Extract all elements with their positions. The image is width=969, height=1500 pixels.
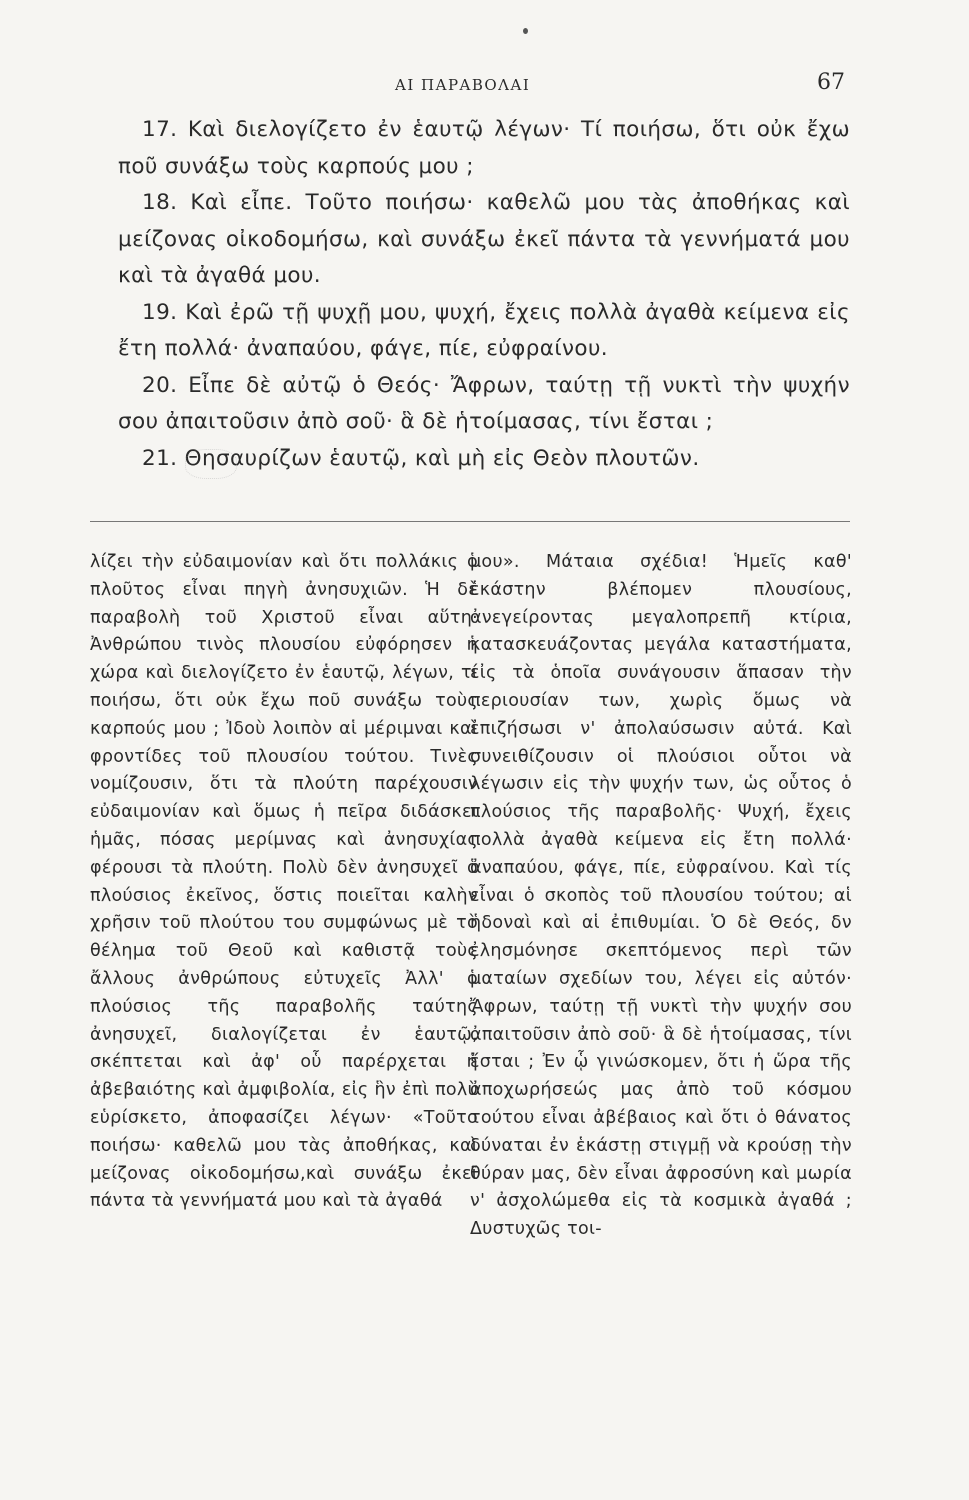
commentary-right-column bbox=[470, 549, 852, 1244]
ink-speck bbox=[523, 28, 528, 34]
commentary-right-text: μου». Μάταια σχέδια! Ἡμεῖς καθ' ἑκάστην βλέπομεν πλουσίους, ἀνεγείροντας μεγαλοπρεπῆ κτίρια, κατασκευάζοντας μεγάλα καταστήματα, εἰς τὰ ὁποῖα συνάγουσιν ἅπασαν τὴν περιουσίαν των, χωρὶς ὅμως νὰ ἐπιζήσωσι ν' ἀπολαύσωσιν αὐτά. Καὶ συνειθίζουσιν οἱ πλούσιοι οὗτοι νὰ λέγωσιν εἰς τὴν ψυχήν των, ὡς οὗτος ὁ πλούσιος τῆς παραβολῆς· Ψυχή, ἔχεις πολλὰ ἀγαθὰ κείμενα εἰς ἔτη πολλά· ἀναπαύου, φάγε, πίε, εὐφραίνου. Καὶ τίς εἶναι ὁ σκοπὸς τοῦ πλουσίου τούτου; αἱ ἡδοναὶ καὶ αἱ ἐπιθυμίαι. Ὁ δὲ Θεός, δν ἐλησμόνησε σκεπτόμενος περὶ τῶν ματαίων σχεδίων του, λέγει εἰς αὐτόν· Ἄφρων, ταύτῃ τῇ νυκτὶ τὴν ψυχήν σου ἀπαιτοῦσιν ἀπὸ σοῦ· ἃ δὲ ἡτοίμασας, τίνι ἔσται ; Ἐν ᾧ γινώσκομεν, ὅτι ἡ ὥρα τῆς ἀποχωρήσεώς μας ἀπὸ τοῦ κόσμου τούτου εἶναι ἀβέβαιος καὶ ὅτι ὁ θάνατος δύναται ἐν ἑκάστῃ στιγμῇ νὰ κρούσῃ τὴν θύραν μας, δὲν εἶναι ἀφροσύνη καὶ μωρία ν' ἀσχολώμεθα εἰς τὰ κοσμικὰ ἀγαθά ; Δυστυχῶς τοι- bbox=[470, 552, 852, 1240]
commentary-left-text: λίζει τὴν εὐδαιμονίαν καὶ ὅτι πολλάκις ὁ πλοῦτος εἶναι πηγὴ ἀνησυχιῶν. Ἡ δὲ παραβολὴ τοῦ Χριστοῦ εἶναι αὕτη· Ἀνθρώπου τινὸς πλουσίου εὐφόρησεν ἡ χώρα καὶ διελογίζετο ἐν ἑαυτῷ, λέγων, τί ποιήσω, ὅτι οὐκ ἔχω ποῦ συνάξω τοὺς καρπούς μου ; Ἰδοὺ λοιπὸν αἱ μέριμναι καὶ φροντίδες τοῦ πλουσίου τούτου. Τινὲς νομίζουσιν, ὅτι τὰ πλούτη παρέχουσιν εὐδαιμονίαν καὶ ὅμως ἡ πεῖρα διδάσκει ἡμᾶς, πόσας μερίμνας καὶ ἀνησυχίας φέρουσι τὰ πλούτη. Πολὺ δὲν ἀνησυχεῖ ὁ πλούσιος ἐκεῖνος, ὅστις ποιεῖται καλὴν χρῆσιν τοῦ πλούτου του συμφώνως μὲ τὸ θέλημα τοῦ Θεοῦ καὶ καθιστᾷ τοὺς ἄλλους ἀνθρώπους εὐτυχεῖς Ἀλλ' ὁ πλούσιος τῆς παραβολῆς ταύτης ἀνησυχεῖ, διαλογίζεται ἐν ἑαυτῷ, σκέπτεται καὶ ἀφ' οὗ παρέρχεται ἡ ἀβεβαιότης καὶ ἀμφιβολία, εἰς ἣν ἐπὶ πολὺ εὑρίσκετο, ἀποφασίζει λέγων· «Τοῦτο ποιήσω· καθελῶ μου τὰς ἀποθήκας, καὶ μείζονας οἰκοδομήσω,καὶ συνάξω ἐκεῖ πάντα τὰ γεννήματά μου καὶ τὰ ἀγαθά bbox=[90, 552, 478, 1212]
verse-21: 21. Θησαυρίζων ἑαυτῷ, καὶ μὴ εἰς Θεὸν πλουτῶν. bbox=[142, 445, 700, 471]
running-title: ΑΙ ΠΑΡΑΒΟΛΑΙ bbox=[395, 76, 531, 94]
scripture-text bbox=[118, 112, 850, 477]
verse-18: 18. Καὶ εἶπε. Τοῦτο ποιήσω· καθελῶ μου τὰς ἀποθήκας καὶ μείζονας οἰκοδομήσω, καὶ συνάξω ἐκεῖ πάντα τὰ γεννήματά μου καὶ τὰ ἀγαθά μου. bbox=[118, 190, 850, 288]
page-number: 67 bbox=[817, 70, 845, 95]
verse-17: 17. Καὶ διελογίζετο ἐν ἑαυτῷ λέγων· Τί ποιήσω, ὅτι οὐκ ἔχω ποῦ συνάξω τοὺς καρπούς μου ; bbox=[118, 117, 850, 179]
verse-20: 20. Εἶπε δὲ αὐτῷ ὁ Θεός· Ἄφρων, ταύτῃ τῇ νυκτὶ τὴν ψυχήν σου ἀπαιτοῦσιν ἀπὸ σοῦ· ἃ δὲ ἡτοίμασας, τίνι ἔσται ; bbox=[118, 372, 850, 434]
verse-19: 19. Καὶ ἐρῶ τῇ ψυχῇ μου, ψυχή, ἔχεις πολλὰ ἀγαθὰ κείμενα εἰς ἔτη πολλά· ἀναπαύου, φάγε, πίε, εὐφραίνου. bbox=[118, 299, 850, 361]
commentary-left-column bbox=[90, 549, 478, 1216]
section-divider bbox=[90, 521, 850, 522]
running-header bbox=[395, 70, 845, 100]
faint-stamp-mark bbox=[185, 449, 237, 479]
